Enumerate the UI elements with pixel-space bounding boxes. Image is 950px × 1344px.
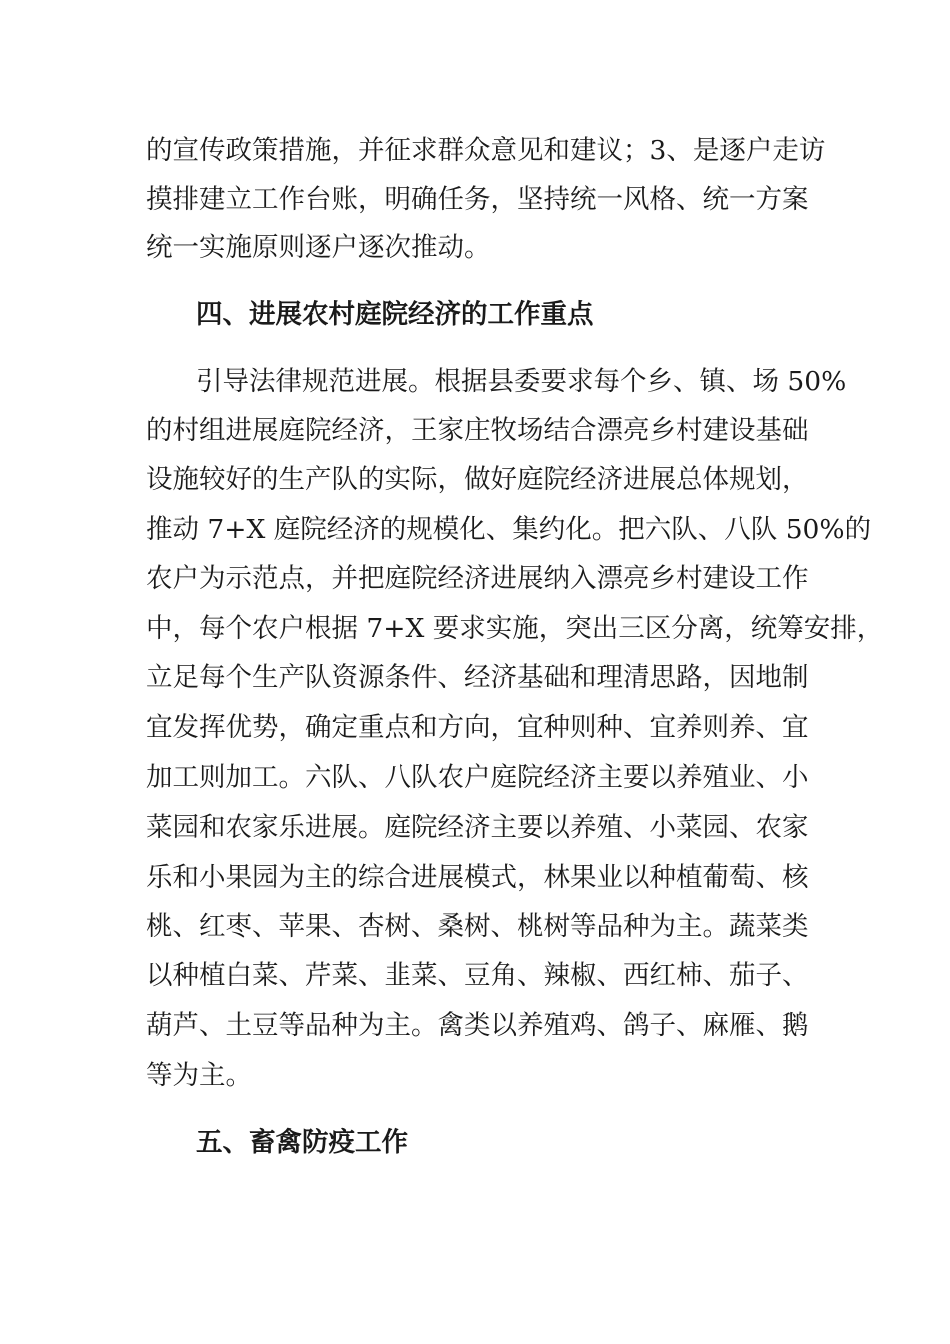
paragraph-line: 以种植白菜、芹菜、韭菜、豆角、辣椒、西红柿、茄子、: [146, 960, 809, 991]
paragraph-line: 立足每个生产队资源条件、经济基础和理清思路，因地制: [146, 662, 809, 693]
paragraph-line: 中，每个农户根据 7+X 要求实施，突出三区分离，统筹安排，: [146, 613, 884, 644]
paragraph-line: 的宣传政策措施，并征求群众意见和建议；3、是逐户走访: [146, 135, 826, 166]
section-heading-4: 四、进展农村庭院经济的工作重点: [196, 299, 594, 330]
paragraph-line: 设施较好的生产队的实际，做好庭院经济进展总体规划，: [146, 464, 809, 495]
section-heading-5: 五、畜禽防疫工作: [196, 1127, 408, 1158]
paragraph-line: 引导法律规范进展。根据县委要求每个乡、镇、场 50%: [196, 366, 847, 397]
paragraph-line: 菜园和农家乐进展。庭院经济主要以养殖、小菜园、农家: [146, 812, 809, 843]
paragraph-line: 统一实施原则逐户逐次推动。: [146, 232, 491, 263]
paragraph-line: 的村组进展庭院经济，王家庄牧场结合漂亮乡村建设基础: [146, 415, 809, 446]
paragraph-line: 等为主。: [146, 1060, 252, 1091]
paragraph-line: 推动 7+X 庭院经济的规模化、集约化。把六队、八队 50%的: [146, 514, 872, 545]
paragraph-line: 农户为示范点，并把庭院经济进展纳入漂亮乡村建设工作: [146, 563, 809, 594]
paragraph-line: 加工则加工。六队、八队农户庭院经济主要以养殖业、小: [146, 762, 809, 793]
paragraph-line: 桃、红枣、苹果、杏树、桑树、桃树等品种为主。蔬菜类: [146, 911, 809, 942]
paragraph-line: 葫芦、土豆等品种为主。禽类以养殖鸡、鸽子、麻雁、鹅: [146, 1010, 809, 1041]
paragraph-line: 宜发挥优势，确定重点和方向，宜种则种、宜养则养、宜: [146, 712, 809, 743]
paragraph-line: 摸排建立工作台账，明确任务，坚持统一风格、统一方案: [146, 184, 809, 215]
paragraph-line: 乐和小果园为主的综合进展模式，林果业以种植葡萄、核: [146, 862, 809, 893]
